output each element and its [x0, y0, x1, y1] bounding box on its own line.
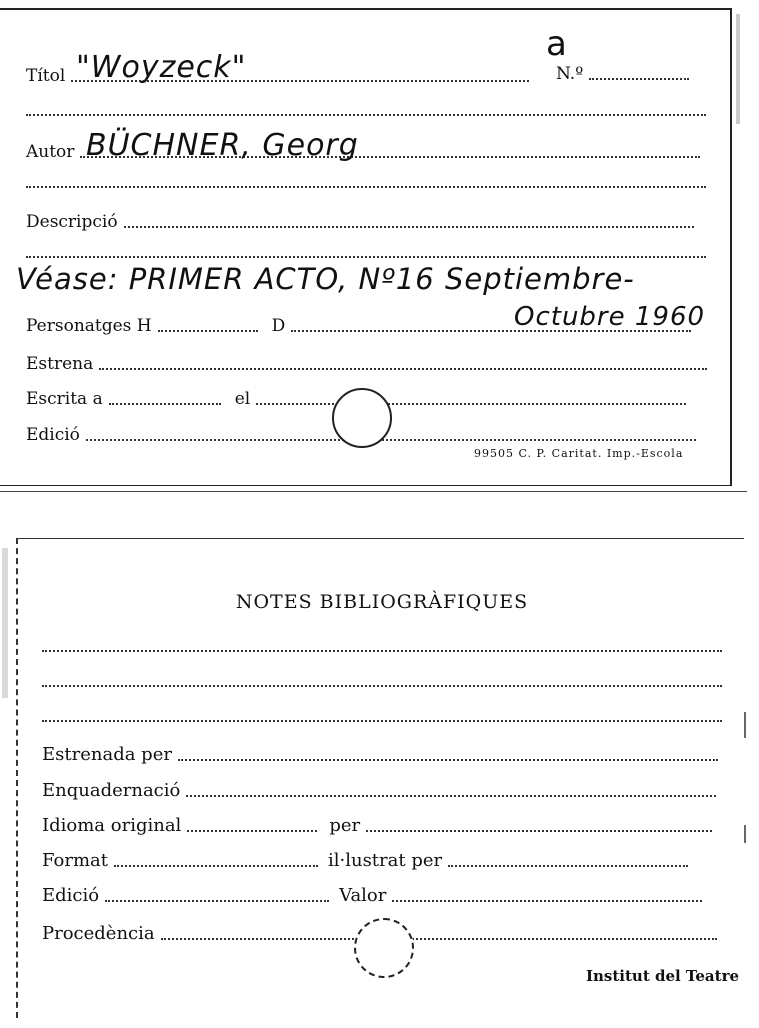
- num-line: [589, 78, 689, 80]
- handwritten-note-line2: Octubre 1960: [514, 302, 706, 332]
- handwritten-note-line1: Véase: PRIMER ACTO, Nº16 Septiembre-: [16, 262, 635, 296]
- scan-edge-mark-left: [2, 548, 8, 698]
- format-line: [114, 865, 318, 867]
- titol-value: "Woyzeck": [76, 50, 247, 85]
- num-row: [556, 64, 689, 84]
- titol-label: Títol: [26, 66, 66, 86]
- printer-mark: 99505 C. P. Caritat. Imp.-Escola: [474, 447, 684, 460]
- edicio-bottom-row: [42, 886, 702, 906]
- personatges-h-line: [158, 330, 258, 332]
- blank-line-2: [26, 186, 706, 188]
- format-row: [42, 851, 688, 871]
- descripcio-row: [26, 212, 694, 232]
- punch-hole-top: [332, 388, 392, 448]
- edicio-bottom-line: [105, 900, 329, 902]
- autor-value: BÜCHNER, Georg: [86, 128, 359, 163]
- estrenada-row: [42, 745, 718, 765]
- idioma-per-line: [366, 830, 712, 832]
- personatges-d-line: [291, 330, 691, 332]
- valor-label: Valor: [339, 885, 387, 906]
- idioma-row: [42, 816, 712, 836]
- procedencia-line: [161, 938, 717, 940]
- blank-line-1: [26, 114, 706, 116]
- el-label: el: [234, 389, 251, 409]
- personatges-row: [26, 316, 691, 336]
- descripcio-label: Descripció: [26, 212, 118, 232]
- descripcio-line: [124, 226, 694, 228]
- edicio-label: Edició: [26, 425, 80, 445]
- personatges-h-label: Personatges H: [26, 316, 152, 336]
- personatges-d-label: D: [271, 316, 286, 336]
- autor-label: Autor: [26, 142, 75, 162]
- card-divider: [0, 491, 747, 492]
- notes-line-3: [42, 720, 722, 722]
- enquadernacio-label: Enquadernació: [42, 780, 181, 801]
- num-label: N.º: [556, 64, 584, 84]
- notes-title: NOTES BIBLIOGRÀFIQUES: [235, 591, 529, 613]
- idioma-per-label: per: [329, 815, 361, 836]
- num-value: a: [546, 24, 568, 64]
- institut-label: Institut del Teatre: [586, 967, 740, 985]
- il-lustrat-per-label: il·lustrat per: [327, 850, 443, 871]
- estrena-label: Estrena: [26, 354, 94, 374]
- edicio-line: [86, 439, 696, 441]
- notes-line-1: [42, 650, 722, 652]
- estrena-row: [26, 354, 707, 374]
- notes-line-2: [42, 685, 722, 687]
- estrena-line: [99, 368, 707, 370]
- escrita-a-line: [109, 403, 221, 405]
- il-lustrat-per-line: [448, 865, 688, 867]
- scan-edge-mark-right-2: [744, 825, 746, 843]
- scan-edge-mark-right-1: [744, 712, 746, 738]
- idioma-original-label: Idioma original: [42, 815, 182, 836]
- estrenada-per-label: Estrenada per: [42, 744, 172, 765]
- el-line: [256, 403, 686, 405]
- punch-hole-bottom: [354, 918, 414, 978]
- estrenada-per-line: [178, 759, 718, 761]
- idioma-original-line: [187, 830, 317, 832]
- format-label: Format: [42, 850, 108, 871]
- edicio-bottom-label: Edició: [42, 885, 100, 906]
- enquadernacio-line: [186, 795, 716, 797]
- valor-line: [392, 900, 702, 902]
- escrita-a-label: Escrita a: [26, 389, 103, 409]
- blank-line-3: [26, 256, 706, 258]
- scan-edge-mark-top: [736, 14, 740, 124]
- enquadernacio-row: [42, 781, 716, 801]
- procedencia-label: Procedència: [42, 923, 155, 944]
